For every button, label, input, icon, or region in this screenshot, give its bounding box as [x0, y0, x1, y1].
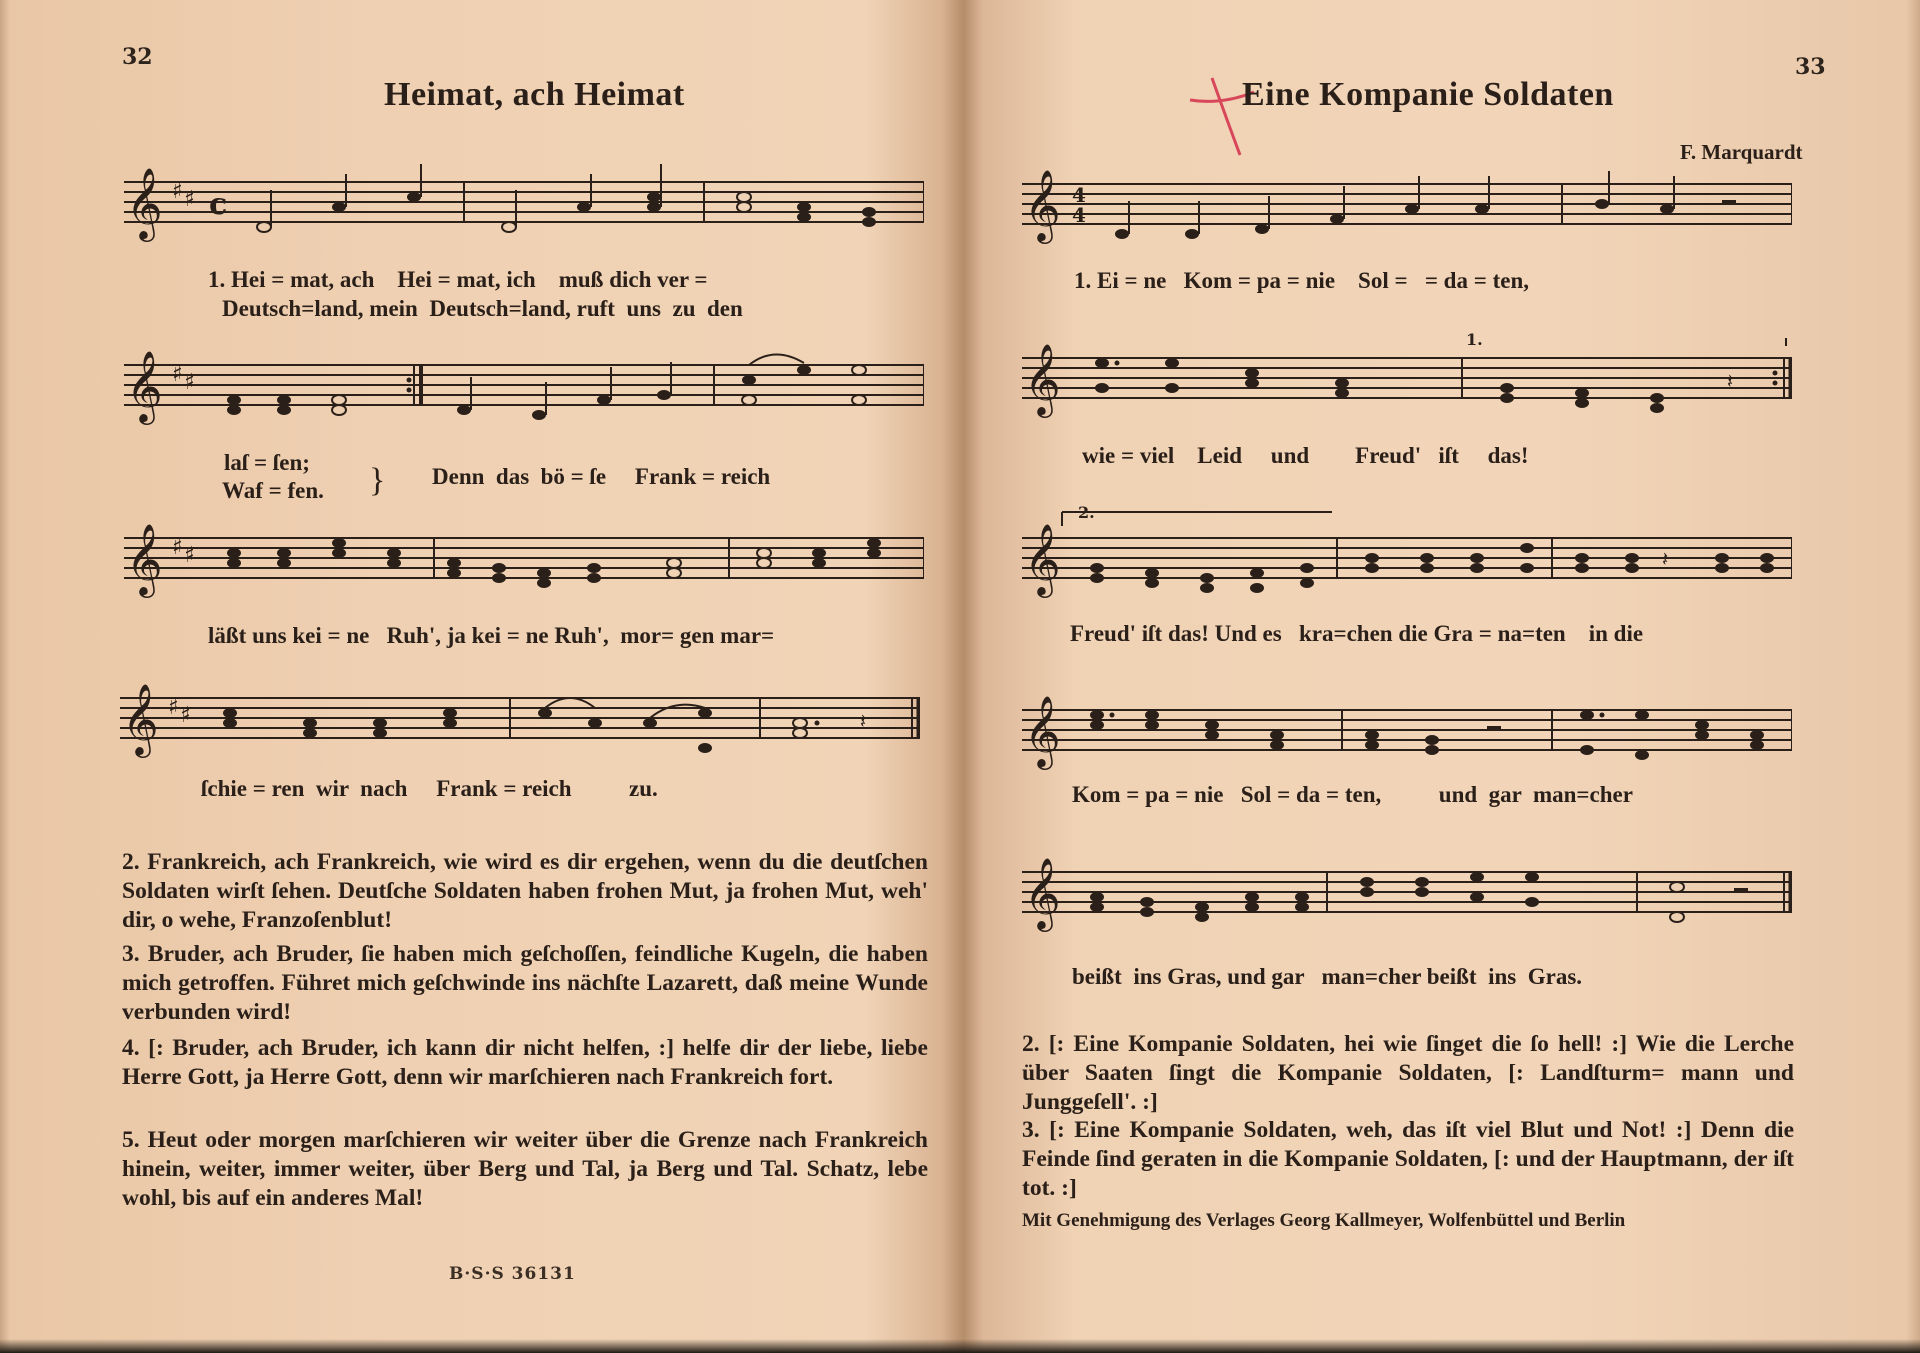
- lyric-line-right-1: 1. Ei = ne Kom = pa = nie Sol = = da = ten,: [1074, 268, 1529, 293]
- svg-text:𝄽: 𝄽: [1727, 369, 1734, 393]
- music-staff-left-2: [124, 345, 924, 425]
- page-number-left: 32: [122, 44, 153, 70]
- svg-text:𝄞: 𝄞: [1024, 856, 1061, 929]
- svg-text:♯: ♯: [172, 179, 183, 204]
- lyric-line-left-3a: laſ = ſen;: [224, 450, 310, 475]
- svg-text:♯: ♯: [172, 535, 183, 560]
- svg-text:4: 4: [1072, 183, 1086, 207]
- music-staff-right-1: [1022, 164, 1792, 244]
- music-staff-right-5: [1022, 852, 1792, 932]
- music-staff-left-1: [124, 162, 924, 242]
- volta-1-label: 1.: [1466, 330, 1483, 349]
- svg-text:c: c: [209, 187, 228, 222]
- music-staff-right-3: [1022, 510, 1792, 600]
- composer-name: F. Marquardt: [1680, 140, 1803, 164]
- svg-text:𝄞: 𝄞: [1024, 522, 1061, 595]
- right-page: [970, 0, 1920, 1353]
- permission-note: Mit Genehmigung des Verlages Georg Kallmeyer, Wolfenbüttel und Berlin: [1022, 1210, 1626, 1231]
- lyric-line-left-3c: Denn das bö = ſe Frank = reich: [432, 464, 771, 489]
- svg-text:𝄞: 𝄞: [122, 682, 159, 755]
- page-number-right: 33: [1795, 54, 1826, 80]
- lyric-line-left-1: 1. Hei = mat, ach Hei = mat, ich muß dich ver =: [208, 267, 708, 292]
- svg-text:♯: ♯: [184, 543, 195, 568]
- svg-text:𝄞: 𝄞: [1024, 342, 1061, 415]
- svg-text:♯: ♯: [172, 362, 183, 387]
- music-staff-left-3: [124, 518, 924, 598]
- publisher-code: B·S·S 36131: [449, 1264, 576, 1284]
- svg-text:♯: ♯: [180, 703, 191, 728]
- verse-2-left: 2. Frankreich, ach Frankreich, wie wird es dir ergehen, wenn du die deutſchen Soldaten wirſt ſehen. Deutſche Soldaten haben frohen Mut, ja frohen Mut, weh' dir, o wehe, Franzoſenblut!: [122, 849, 928, 933]
- song-title-heimat: Heimat, ach Heimat: [384, 76, 685, 113]
- svg-text:𝄞: 𝄞: [1024, 168, 1061, 241]
- svg-text:𝄞: 𝄞: [1024, 694, 1061, 767]
- brace: }: [369, 462, 386, 499]
- svg-text:𝄽: 𝄽: [860, 709, 867, 733]
- lyric-line-left-2: Deutsch=land, mein Deutsch=land, ruft uns zu den: [222, 296, 743, 321]
- lyric-line-right-4: Kom = pa = nie Sol = da = ten, und gar man=cher: [1072, 782, 1633, 807]
- lyric-line-right-2: wie = viel Leid und Freud' iſt das!: [1082, 443, 1529, 468]
- svg-text:𝄞: 𝄞: [126, 349, 163, 422]
- lyric-line-right-5: beißt ins Gras, und gar man=cher beißt ins Gras.: [1072, 964, 1583, 989]
- svg-text:♯: ♯: [168, 695, 179, 720]
- song-title-kompanie: Eine Kompanie Soldaten: [1242, 76, 1614, 113]
- verse-3-left: 3. Bruder, ach Bruder, ſie haben mich geſchoſſen, feindliche Kugeln, die haben mich getroffen. Führet mich geſchwinde ins nächſte Lazarett, daß meine Wunde verbunden wird!: [122, 941, 928, 1025]
- svg-text:𝄞: 𝄞: [126, 522, 163, 595]
- music-staff-right-4: [1022, 690, 1792, 770]
- lyric-line-right-3: Freud' iſt das! Und es kra=chen die Gra = na=ten in die: [1070, 621, 1644, 646]
- verse-2-right: 2. [: Eine Kompanie Soldaten, hei wie ſinget die ſo hell! :] Wie die Lerche über Saaten ſingt die Kompanie Soldaten, [: Landſturm= mann und Junggeſell'. :]: [1022, 1031, 1794, 1115]
- verse-5-left: 5. Heut oder morgen marſchieren wir weiter über die Grenze nach Frankreich hinein, weiter, immer weiter, über Berg und Tal, ja Berg und Tal. Schatz, lebe wohl, bis auf ein anderes Mal!: [122, 1127, 928, 1211]
- verse-4-left: 4. [: Bruder, ach Bruder, ich kann dir nicht helfen, :] helfe dir der liebe, liebe Herre Gott, ja Herre Gott, denn wir marſchieren nach Frankreich fort.: [122, 1035, 928, 1090]
- svg-text:4: 4: [1072, 203, 1086, 227]
- svg-text:♯: ♯: [184, 370, 195, 395]
- music-staff-right-2: [1022, 338, 1792, 418]
- svg-text:𝄽: 𝄽: [1662, 547, 1669, 571]
- lyric-line-left-3b: Waf = fen.: [222, 478, 324, 503]
- music-staff-left-4: [120, 678, 920, 758]
- volta-2-label: 2.: [1078, 503, 1095, 522]
- lyric-line-left-4: läßt uns kei = ne Ruh', ja kei = ne Ruh', mor= gen mar=: [208, 623, 775, 648]
- lyric-line-left-5: ſchie = ren wir nach Frank = reich zu.: [201, 776, 658, 801]
- verse-3-right: 3. [: Eine Kompanie Soldaten, weh, das iſt viel Blut und Not! :] Denn die Feinde ſind geraten in die Kompanie Soldaten, [: und der Hauptmann, der iſt tot. :]: [1022, 1117, 1794, 1201]
- svg-text:♯: ♯: [184, 187, 195, 212]
- svg-text:𝄞: 𝄞: [126, 166, 163, 239]
